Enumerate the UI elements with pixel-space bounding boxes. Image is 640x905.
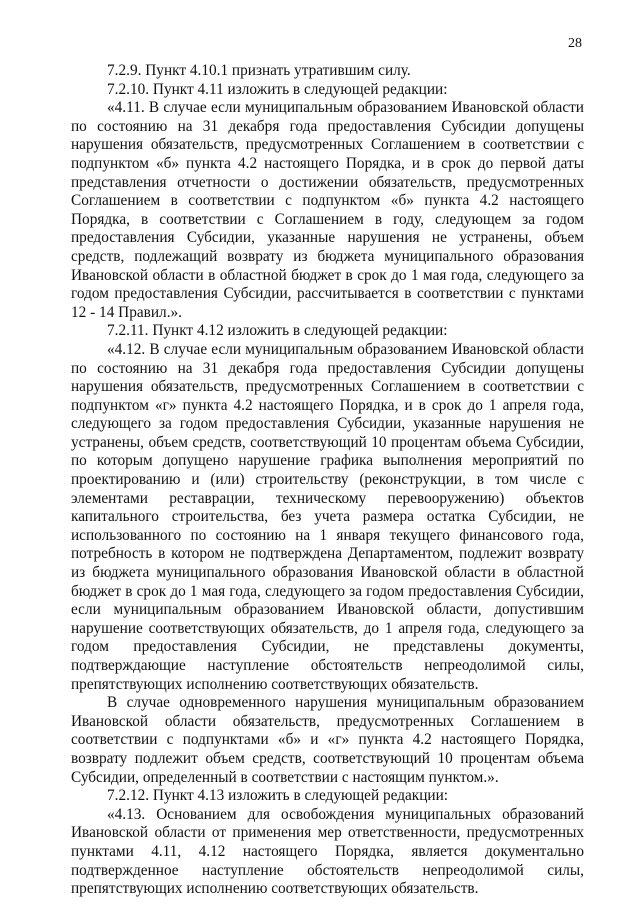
paragraph-simultaneous-violation: В случае одновременного нарушения муниципальным образованием Ивановской области обязательств, предусмотренных Соглашением в соответствии с подпунктами «б» и «г» пункта 4.2 настоящего Порядка, возврату подлежит объем средств, соответствующий 10 процентам объема Субсидии, определенный в соответствии с настоящим пунктом.». [71, 694, 584, 786]
document-body [71, 62, 584, 899]
page-number: 28 [568, 36, 582, 51]
paragraph-7-2-9: 7.2.9. Пункт 4.10.1 признать утратившим силу. [107, 62, 411, 79]
paragraph-4-11: «4.11. В случае если муниципальным образованием Ивановской области по состоянию на 31 декабря года предоставления Субсидии допущены нарушения обязательств, предусмотренных Соглашением в соответствии с подпунктом «б» пункта 4.2 настоящего Порядка, и в срок до первой даты представления отчетности о достижении обязательств, предусмотренных Соглашением в соответствии с подпунктом «б» пункта 4.2 настоящего Порядка, в соответствии с Соглашением в году, следующем за годом предоставления Субсидии, указанные нарушения не устранены, объем средств, подлежащий возврату из бюджета муниципального образования Ивановской области в областной бюджет в срок до 1 мая года, следующего за годом предоставления Субсидии, рассчитывается в соответствии с пунктами 12 - 14 Правил.». [71, 99, 584, 321]
paragraph-7-2-11: 7.2.11. Пункт 4.12 изложить в следующей редакции: [107, 322, 448, 340]
paragraph-7-2-10: 7.2.10. Пункт 4.11 изложить в следующей редакции: [107, 80, 448, 98]
paragraph-4-12: «4.12. В случае если муниципальным образованием Ивановской области по состоянию на 31 декабря года предоставления Субсидии допущены нарушения обязательств, предусмотренных Соглашением в соответствии с подпунктом «г» пункта 4.2 настоящего Порядка, и в срок до 1 апреля года, следующего за годом предоставления Субсидии, указанные нарушения не устранены, объем средств, соответствующий 10 процентам объема Субсидии, по которым допущено нарушение графика выполнения мероприятий по проектированию и (или) строительству (реконструкции, в том числе с элементами реставрации, техническому перевооружению) объектов капитального строительства, без учета размера остатка Субсидии, не использованного по состоянию на 1 января текущего финансового года, потребность в котором не подтверждена Департаментом, подлежит возврату из бюджета муниципального образования Ивановской области в областной бюджет в срок до 1 мая года, следующего за годом предоставления Субсидии, если муниципальным образованием Ивановской области, допустившим нарушение соответствующих обязательств, до 1 апреля года, следующего за годом предоставления Субсидии, не представлены документы, подтверждающие наступление обстоятельств непреодолимой силы, препятствующих исполнению соответствующих обязательств. [71, 340, 584, 693]
paragraph-4-13: «4.13. Основанием для освобождения муниципальных образований Ивановской области от применения мер ответственности, предусмотренных пунктами 4.11, 4.12 настоящего Порядка, является документально подтвержденное наступление обстоятельств непреодолимой силы, препятствующих исполнению соответствующих обязательств. [71, 805, 584, 898]
paragraph-7-2-12: 7.2.12. Пункт 4.13 изложить в следующей редакции: [107, 787, 449, 805]
